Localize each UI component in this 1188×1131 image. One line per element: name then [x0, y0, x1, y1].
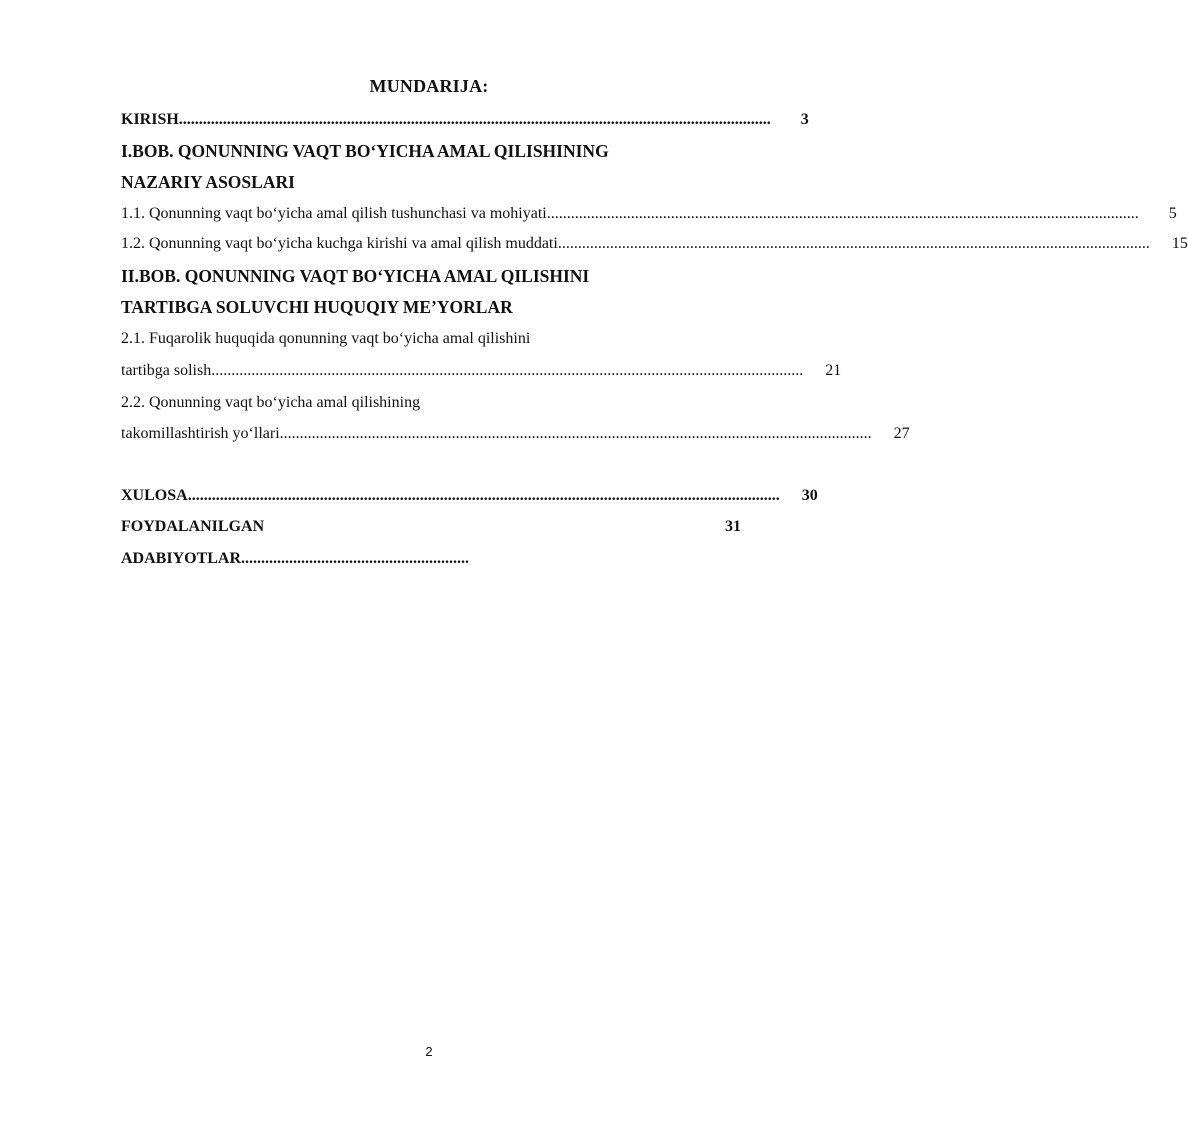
- toc-title: MUNDARIJA:: [369, 76, 489, 96]
- toc-entry-label: 1.1. Qonunning vaqt bo‘yicha amal qilish tushunchasi va mohiyati: [121, 205, 547, 222]
- toc-page-number: 21: [825, 362, 842, 379]
- toc-page-number: 27: [893, 425, 910, 442]
- toc-entry-section-2-1-line-1: 2.1. Fuqarolik huquqida qonunning vaqt bo‘yicha amal qilishini: [121, 330, 531, 347]
- dot-leader: ....................................................................................................................................................: [211, 362, 804, 379]
- toc-entry-section-2-1: [121, 359, 842, 383]
- toc-entry-label: 1.2. Qonunning vaqt bo‘yicha kuchga kirishi va amal qilish muddati: [121, 235, 558, 252]
- dot-leader: ....................................................................................................................................................: [279, 425, 872, 442]
- page-number: 2: [425, 1044, 433, 1059]
- toc-entry-references-line-2: [121, 547, 541, 571]
- toc-entry-intro: [121, 108, 809, 132]
- toc-entry-section-1-1: [121, 202, 1177, 226]
- toc-entry-section-1-2: [121, 232, 1188, 256]
- toc-page-number: 5: [1168, 205, 1177, 222]
- dot-leader: ....................................................................................................................................................: [546, 205, 1139, 222]
- dot-leader: ....................................................................................................................................................: [178, 111, 771, 128]
- dot-leader: ....................................................................................................................................................: [187, 487, 780, 504]
- toc-entry-references-line-1: FOYDALANILGAN: [121, 518, 265, 535]
- toc-entry-label: XULOSA: [121, 487, 188, 504]
- toc-page-number: 31: [725, 518, 741, 535]
- chapter-1-title-line-2: NAZARIY ASOSLARI: [121, 172, 295, 192]
- chapter-2-title-line-2: TARTIBGA SOLUVCHI HUQUQIY ME’YORLAR: [121, 297, 513, 317]
- toc-page-number: 3: [800, 111, 809, 128]
- toc-page-number: 15: [1171, 235, 1188, 252]
- dot-leader: .........................................................: [241, 550, 470, 567]
- toc-entry-section-2-2: [121, 422, 910, 446]
- chapter-2-title-line-1: II.BOB. QONUNNING VAQT BO‘YICHA AMAL QILISHINI: [121, 266, 590, 286]
- toc-entry-section-2-2-line-1: 2.2. Qonunning vaqt bo‘yicha amal qilishining: [121, 394, 421, 411]
- toc-entry-label: takomillashtirish yo‘llari: [121, 425, 280, 442]
- toc-entry-label: ADABIYOTLAR: [121, 550, 242, 567]
- toc-entry-label: tartibga solish: [121, 362, 212, 379]
- toc-entry-label: KIRISH: [121, 111, 179, 128]
- chapter-1-title-line-1: I.BOB. QONUNNING VAQT BO‘YICHA AMAL QILISHINING: [121, 141, 609, 161]
- toc-entry-conclusion: [121, 484, 818, 508]
- toc-page-number: 30: [801, 487, 818, 504]
- dot-leader: ....................................................................................................................................................: [557, 235, 1150, 252]
